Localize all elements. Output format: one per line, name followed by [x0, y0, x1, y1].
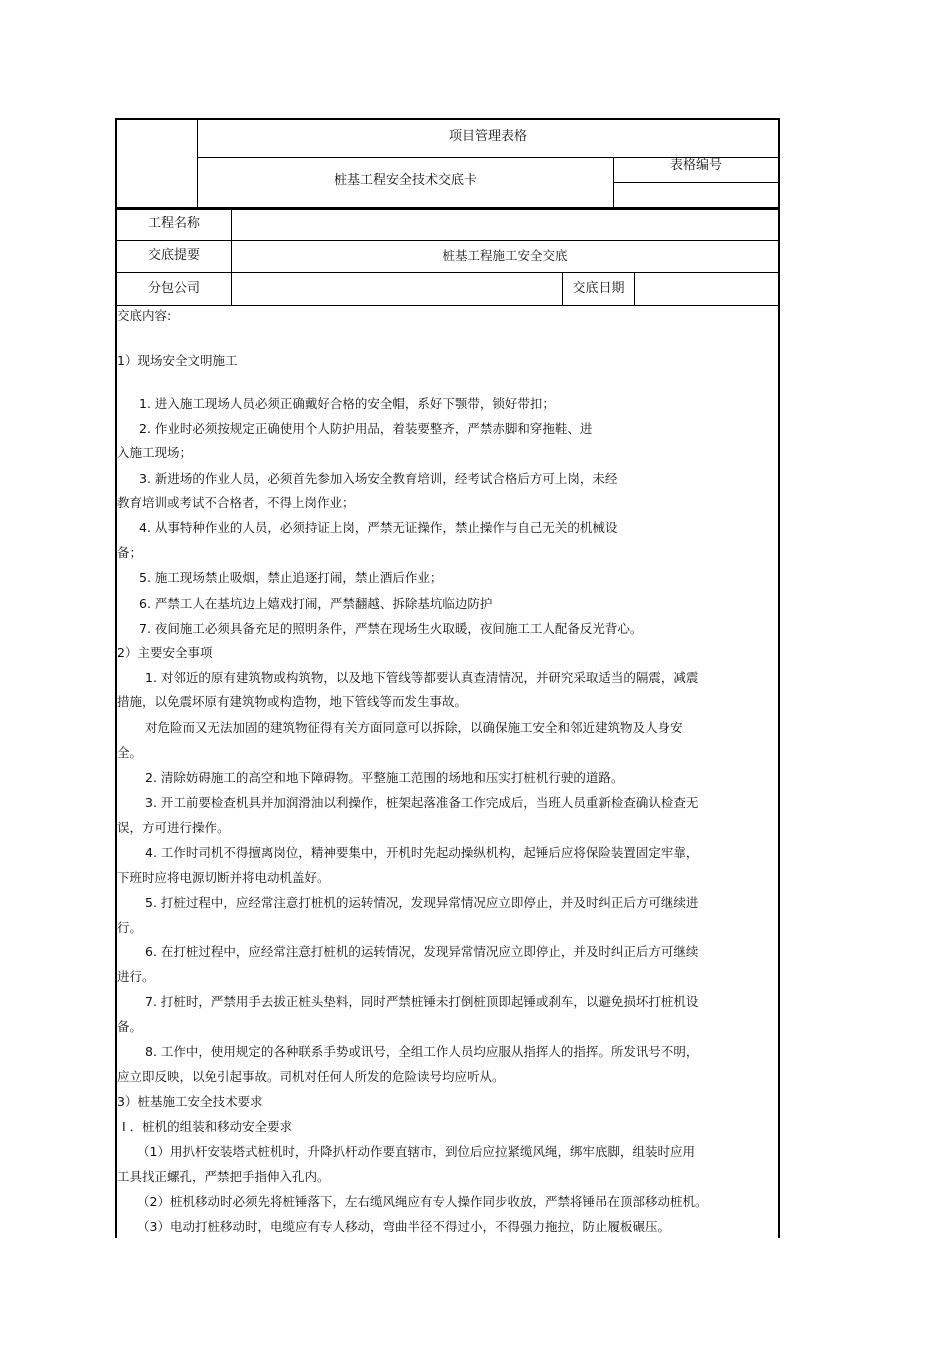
content-line: 4. 工作时司机不得擅离岗位，精神要集中，开机时先起动操纵机构，起锤后应将保险装置固定牢靠， — [145, 845, 699, 860]
content-line: 进行。 — [117, 969, 155, 984]
content-line: （3）电动打桩移动时，电缆应有专人移动，弯曲半径不得过小，不得强力拖拉，防止履板碾压。 — [137, 1219, 670, 1234]
content-line: 对危险而又无法加固的建筑物征得有关方面同意可以拆除，以确保施工安全和邻近建筑物及人身安 — [145, 720, 683, 735]
content-line: 5. 施工现场禁止吸烟，禁止追逐打闹，禁止酒后作业； — [139, 570, 443, 585]
section-1-heading: 1）现场安全文明施工 — [117, 353, 238, 368]
outer-border-right — [778, 118, 780, 1238]
content-heading: 交底内容: — [117, 308, 172, 323]
content-line: 工具找正螺孔，严禁把手指伸入孔内。 — [117, 1169, 330, 1184]
content-line: 6. 在打桩过程中，应经常注意打桩机的运转情况，发现异常情况应立即停止，并及时纠正后方可继续 — [145, 944, 699, 959]
content-line: 措施，以免震坏原有建筑物或构造物，地下管线等而发生事故。 — [117, 694, 468, 709]
content-line: （1）用扒杆安装塔式桩机时，升降扒杆动作要直辖市，到位后应拉紧缆风绳，绑牢底脚，组装时应用 — [137, 1144, 695, 1159]
content-line: 备； — [117, 545, 143, 560]
date-value-left-divider — [634, 272, 635, 306]
content-line: 行。 — [117, 920, 143, 935]
content-line: 7. 夜间施工必须具备充足的照明条件，严禁在现场生火取暖，夜间施工工人配备反光背心。 — [139, 621, 643, 636]
content-line: 1. 进入施工现场人员必须正确戴好合格的安全帽，系好下颚带，锁好带扣； — [139, 396, 555, 411]
content-line: 3. 新进场的作业人员，必须首先参加入场安全教育培训，经考试合格后方可上岗，未经 — [139, 471, 618, 486]
info-row3-bottom — [115, 305, 780, 306]
content-line: 教育培训或考试不合格者，不得上岗作业； — [117, 495, 355, 510]
content-line: 4. 从事特种作业的人员，必须持证上岗，严禁无证操作，禁止操作与自己无关的机械设 — [139, 520, 618, 535]
project-name-label: 工程名称 — [147, 216, 200, 231]
subcontractor-label: 分包公司 — [147, 281, 200, 296]
form-no-row-divider — [613, 182, 780, 183]
content-line: 6. 严禁工人在基坑边上嬉戏打闹，严禁翻越、拆除基坑临边防护 — [139, 596, 493, 611]
content-line: 1. 对邻近的原有建筑物或构筑物，以及地下管线等都要认真查清情况，并研究采取适当的隔震，减震 — [145, 670, 699, 685]
content-line: 7. 打桩时，严禁用手去拔正桩头垫料，同时严禁桩锤未打倒桩顶即起锤或刹车，以避免损坏打桩机设 — [145, 994, 699, 1009]
subsection-heading: Ⅰ ．桩机的组装和移动安全要求 — [122, 1119, 293, 1134]
content-line: 5. 打桩过程中，应经常注意打桩机的运转情况，发现异常情况应立即停止，并及时纠正后方可继续进 — [145, 895, 699, 910]
header-bottom-border — [115, 207, 780, 210]
content-line: 3. 开工前要检查机具并加润滑油以利操作，桩架起落准备工作完成后，当班人员重新检查确认检查无 — [145, 795, 699, 810]
content-line: （2）桩机移动时必须先将桩锤落下，左右缆风绳应有专人操作同步收放，严禁将锤吊在顶部移动桩机。 — [137, 1194, 708, 1209]
content-line: 8. 工作中，使用规定的各种联系手势或讯号，全组工作人员均应服从指挥人的指挥。所发讯号不明， — [145, 1044, 699, 1059]
content-line: 备。 — [117, 1019, 143, 1034]
document-title: 桩基工程安全技术交底卡 — [333, 173, 477, 188]
content-line: 2. 清除妨碍施工的高空和地下障碍物。平整施工范围的场地和压实打桩机行驶的道路。 — [145, 770, 624, 785]
info-row2-bottom — [115, 272, 780, 273]
content-line: 2. 作业时必须按规定正确使用个人防护用品，着装要整齐，严禁赤脚和穿拖鞋、进 — [139, 421, 593, 436]
content-line: 应立即反映，以免引起事故。司机对任何人所发的危险读号均应听从。 — [117, 1069, 505, 1084]
form-category-title: 项目管理表格 — [448, 129, 527, 144]
outer-border-top — [115, 118, 780, 120]
form-number-label: 表格编号 — [669, 158, 722, 173]
section-2-heading: 2）主要安全事项 — [117, 645, 213, 660]
info-row1-bottom — [115, 240, 780, 241]
date-label: 交底日期 — [572, 281, 625, 296]
content-line: 误，方可进行操作。 — [117, 820, 230, 835]
section-3-heading: 3）桩基施工安全技术要求 — [117, 1094, 263, 1109]
summary-label: 交底提要 — [147, 248, 200, 263]
content-line: 入施工现场； — [117, 445, 193, 460]
summary-value: 桩基工程施工安全交底 — [442, 248, 568, 263]
content-line: 下班时应将电源切断并将电动机盖好。 — [117, 870, 330, 885]
content-line: 全。 — [117, 745, 143, 760]
